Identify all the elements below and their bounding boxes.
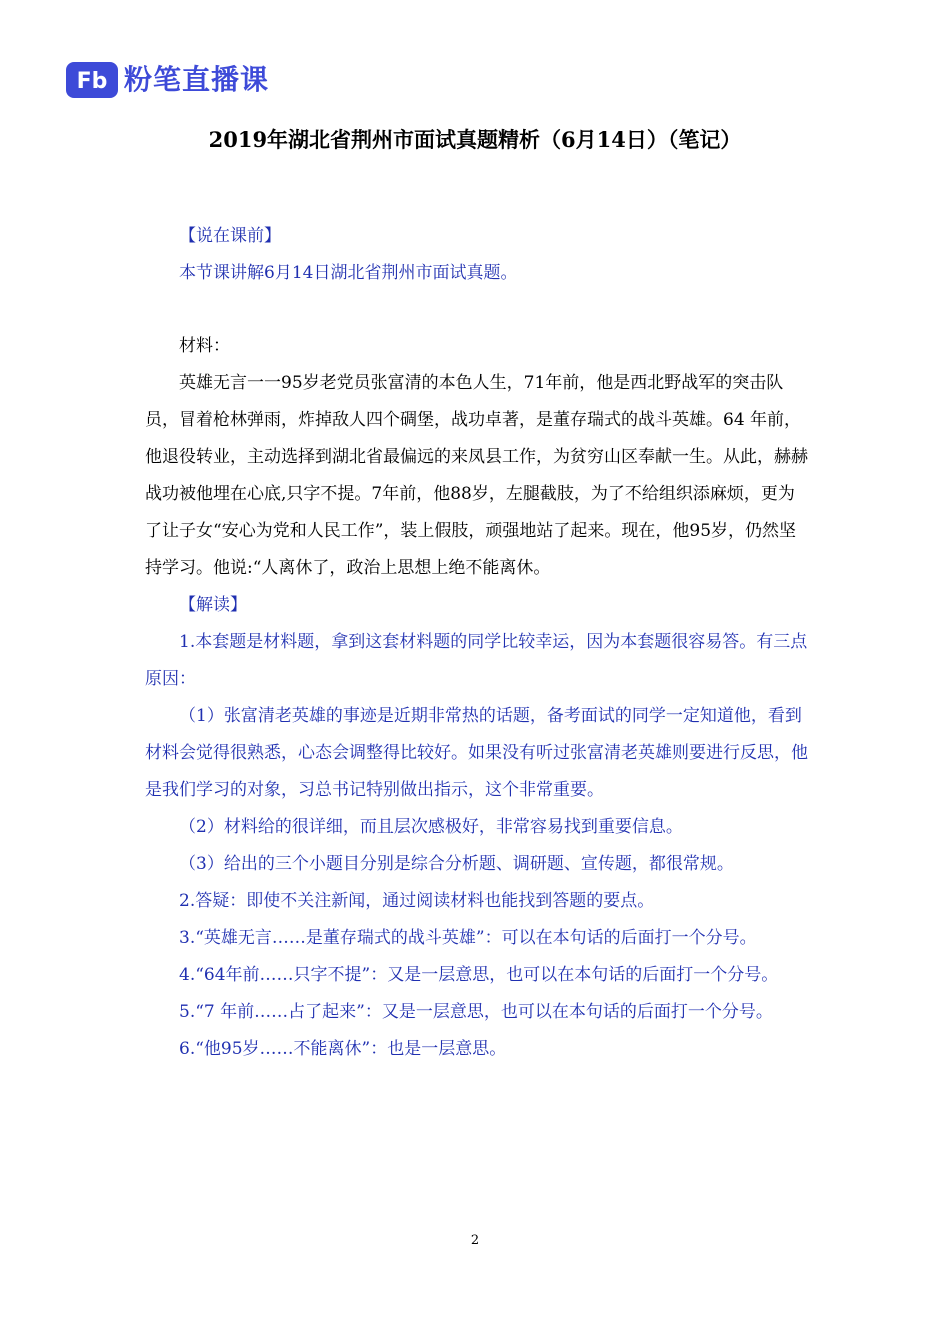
analysis-item: （3）给出的三个小题目分别是综合分析题、调研题、宣传题，都很常规。 [179, 854, 734, 874]
spacer [145, 292, 811, 328]
analysis-item: 4.“64年前……只字不提”：又是一层意思，也可以在本句话的后面打一个分号。 [179, 965, 779, 985]
analysis-item: （1）张富清老英雄的事迹是近期非常热的话题，备考面试的同学一定知道他，看到材料会觉得很熟悉，心态会调整得比较好。如果没有听过张富清老英雄则要进行反思，他是我们学习的对象，习总书记特别做出指示，这个非常重要。 [145, 706, 808, 800]
material-text: 英雄无言一一95岁老党员张富清的本色人生，71年前，他是西北野战军的突击队员，冒着枪林弹雨，炸掉敌人四个碉堡，战功卓著，是董存瑞式的战斗英雄。64 年前，他退役转业，主动选择到湖北省最偏远的来凤县工作，为贫穷山区奉献一生。从此，赫赫战功被他埋在心底,只字不提。7年前，他88岁，左腿截肢，为了不给组织添麻烦，更为了让子女“安心为党和人民工作”，装上假肢，顽强地站了起来。现在，他95岁，仍然坚持学习。他说:“人离休了，政治上思想上绝不能离休。 [145, 373, 808, 578]
brand-logo [66, 60, 269, 100]
intro-heading: 【说在课前】 [179, 226, 281, 246]
document-title: 2019年湖北省荆州市面试真题精析（6月14日）（笔记） [208, 127, 742, 152]
svg-text:Fb: Fb [76, 69, 108, 94]
brand-name: 粉笔直播课 [124, 63, 270, 96]
analysis-item: 2.答疑：即使不关注新闻，通过阅读材料也能找到答题的要点。 [179, 891, 655, 911]
intro-text: 本节课讲解6月14日湖北省荆州市面试真题。 [179, 263, 518, 283]
analysis-item: 6.“他95岁……不能离休”：也是一层意思。 [179, 1039, 507, 1059]
fb-logo-icon [66, 62, 118, 98]
analysis-item: 1.本套题是材料题，拿到这套材料题的同学比较幸运，因为本套题很容易答。有三点原因： [145, 632, 808, 689]
analysis-item: （2）材料给的很详细，而且层次感极好，非常容易找到重要信息。 [179, 817, 683, 837]
analysis-heading: 【解读】 [179, 595, 247, 615]
document-body [145, 218, 811, 1068]
material-label: 材料： [179, 336, 230, 356]
analysis-item: 5.“7 年前……占了起来”：又是一层意思，也可以在本句话的后面打一个分号。 [179, 1002, 773, 1022]
page-number: 2 [470, 1233, 480, 1248]
analysis-item: 3.“英雄无言……是董存瑞式的战斗英雄”：可以在本句话的后面打一个分号。 [179, 928, 757, 948]
